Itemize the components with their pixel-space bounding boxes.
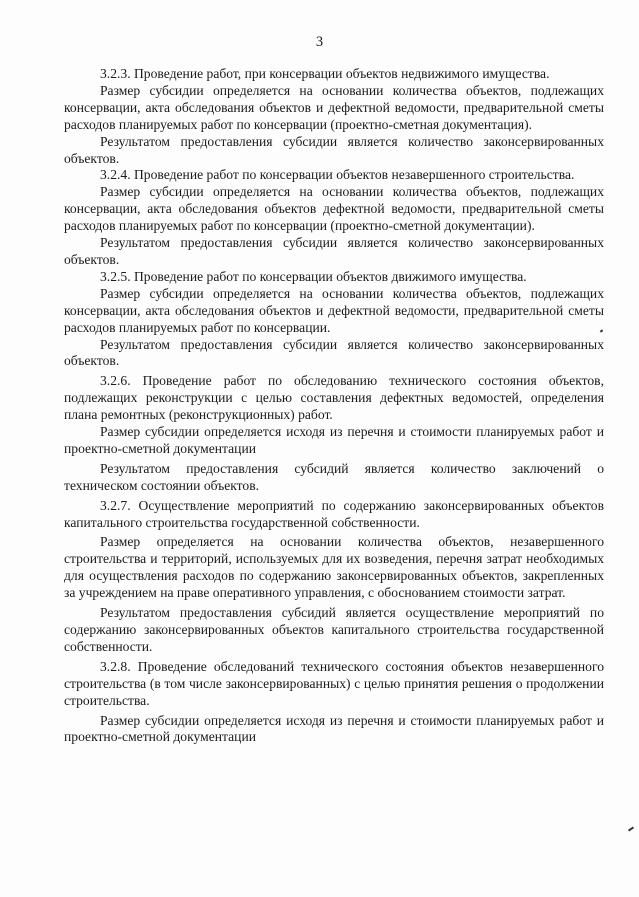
paragraph-3-2-7-size: Размер определяется на основании количества объектов, незавершенного строительства и территорий, используемых для их возведения, перечня затрат необходимых для осуществления расходов по содержанию законсервированных объектов, закрепленных за учреждением на праве оперативного управления, с обоснованием стоимости затрат. bbox=[64, 534, 604, 601]
scan-mark bbox=[628, 826, 634, 831]
paragraph-3-2-3-result: Результатом предоставления субсидии является количество законсервированных объектов. bbox=[64, 133, 604, 166]
paragraph-3-2-4-result: Результатом предоставления субсидии является количество законсервированных объектов. bbox=[64, 235, 604, 267]
paragraph-3-2-5-heading: 3.2.5. Проведение работ по консервации объектов движимого имущества. bbox=[100, 268, 527, 284]
paragraph-3-2-4-heading: 3.2.4. Проведение работ по консервации объектов незавершенного строительства. bbox=[100, 167, 575, 183]
paragraph-3-2-3-size: Размер субсидии определяется на основании количества объектов, подлежащих консервации, акта обследования объектов и дефектной ведомости, предварительной сметы расходов планируемых работ по консервации (проектно-сметная документация). bbox=[64, 82, 604, 132]
paragraph-3-2-7-result: Результатом предоставления субсидий является осуществление мероприятий по содержанию законсервированных объектов капитального строительства государственной собственности. bbox=[64, 605, 604, 654]
paragraph-3-2-5-size: Размер субсидии определяется на основании количества объектов, подлежащих консервации, акта обследования объектов и дефектной ведомости, предварительной сметы расходов планируемых работ по консервации. bbox=[64, 285, 604, 335]
paragraph-3-2-4-size: Размер субсидии определяется на основании количества объектов, подлежащих консервации, акта обследования объектов дефектной ведомости, предварительной сметы расходов планируемых работ по консервации (проектно-сметной документации). bbox=[64, 184, 604, 234]
document-body bbox=[64, 66, 604, 746]
paragraph-3-2-6-result: Результатом предоставления субсидий является количество заключений о техническом состоянии объектов. bbox=[64, 460, 604, 493]
paragraph-3-2-3-heading: 3.2.3. Проведение работ, при консервации объектов недвижимого имущества. bbox=[100, 66, 550, 81]
paragraph-3-2-7-heading: 3.2.7. Осуществление мероприятий по содержанию законсервированных объектов капитального строительства государственной собственности. bbox=[64, 497, 604, 530]
paragraph-3-2-8-size: Размер субсидии определяется исходя из перечня и стоимости планируемых работ и проектно-сметной документации bbox=[64, 712, 604, 745]
paragraph-3-2-8-heading: 3.2.8. Проведение обследований технического состояния объектов незавершенного строительства (в том числе законсервированных) с целью принятия решения о продолжении строительства. bbox=[64, 658, 604, 708]
paragraph-3-2-5-result: Результатом предоставления субсидии является количество законсервированных объектов. bbox=[64, 336, 604, 369]
paragraph-3-2-6-size: Размер субсидии определяется исходя из перечня и стоимости планируемых работ и проектно-сметной документации bbox=[64, 424, 604, 456]
paragraph-3-2-6-heading: 3.2.6. Проведение работ по обследованию технического состояния объектов, подлежащих реконструкции с целью составления дефектных ведомостей, определения плана ремонтных (реконструкционных) работ. bbox=[64, 373, 604, 423]
page-number: 3 bbox=[315, 34, 324, 50]
